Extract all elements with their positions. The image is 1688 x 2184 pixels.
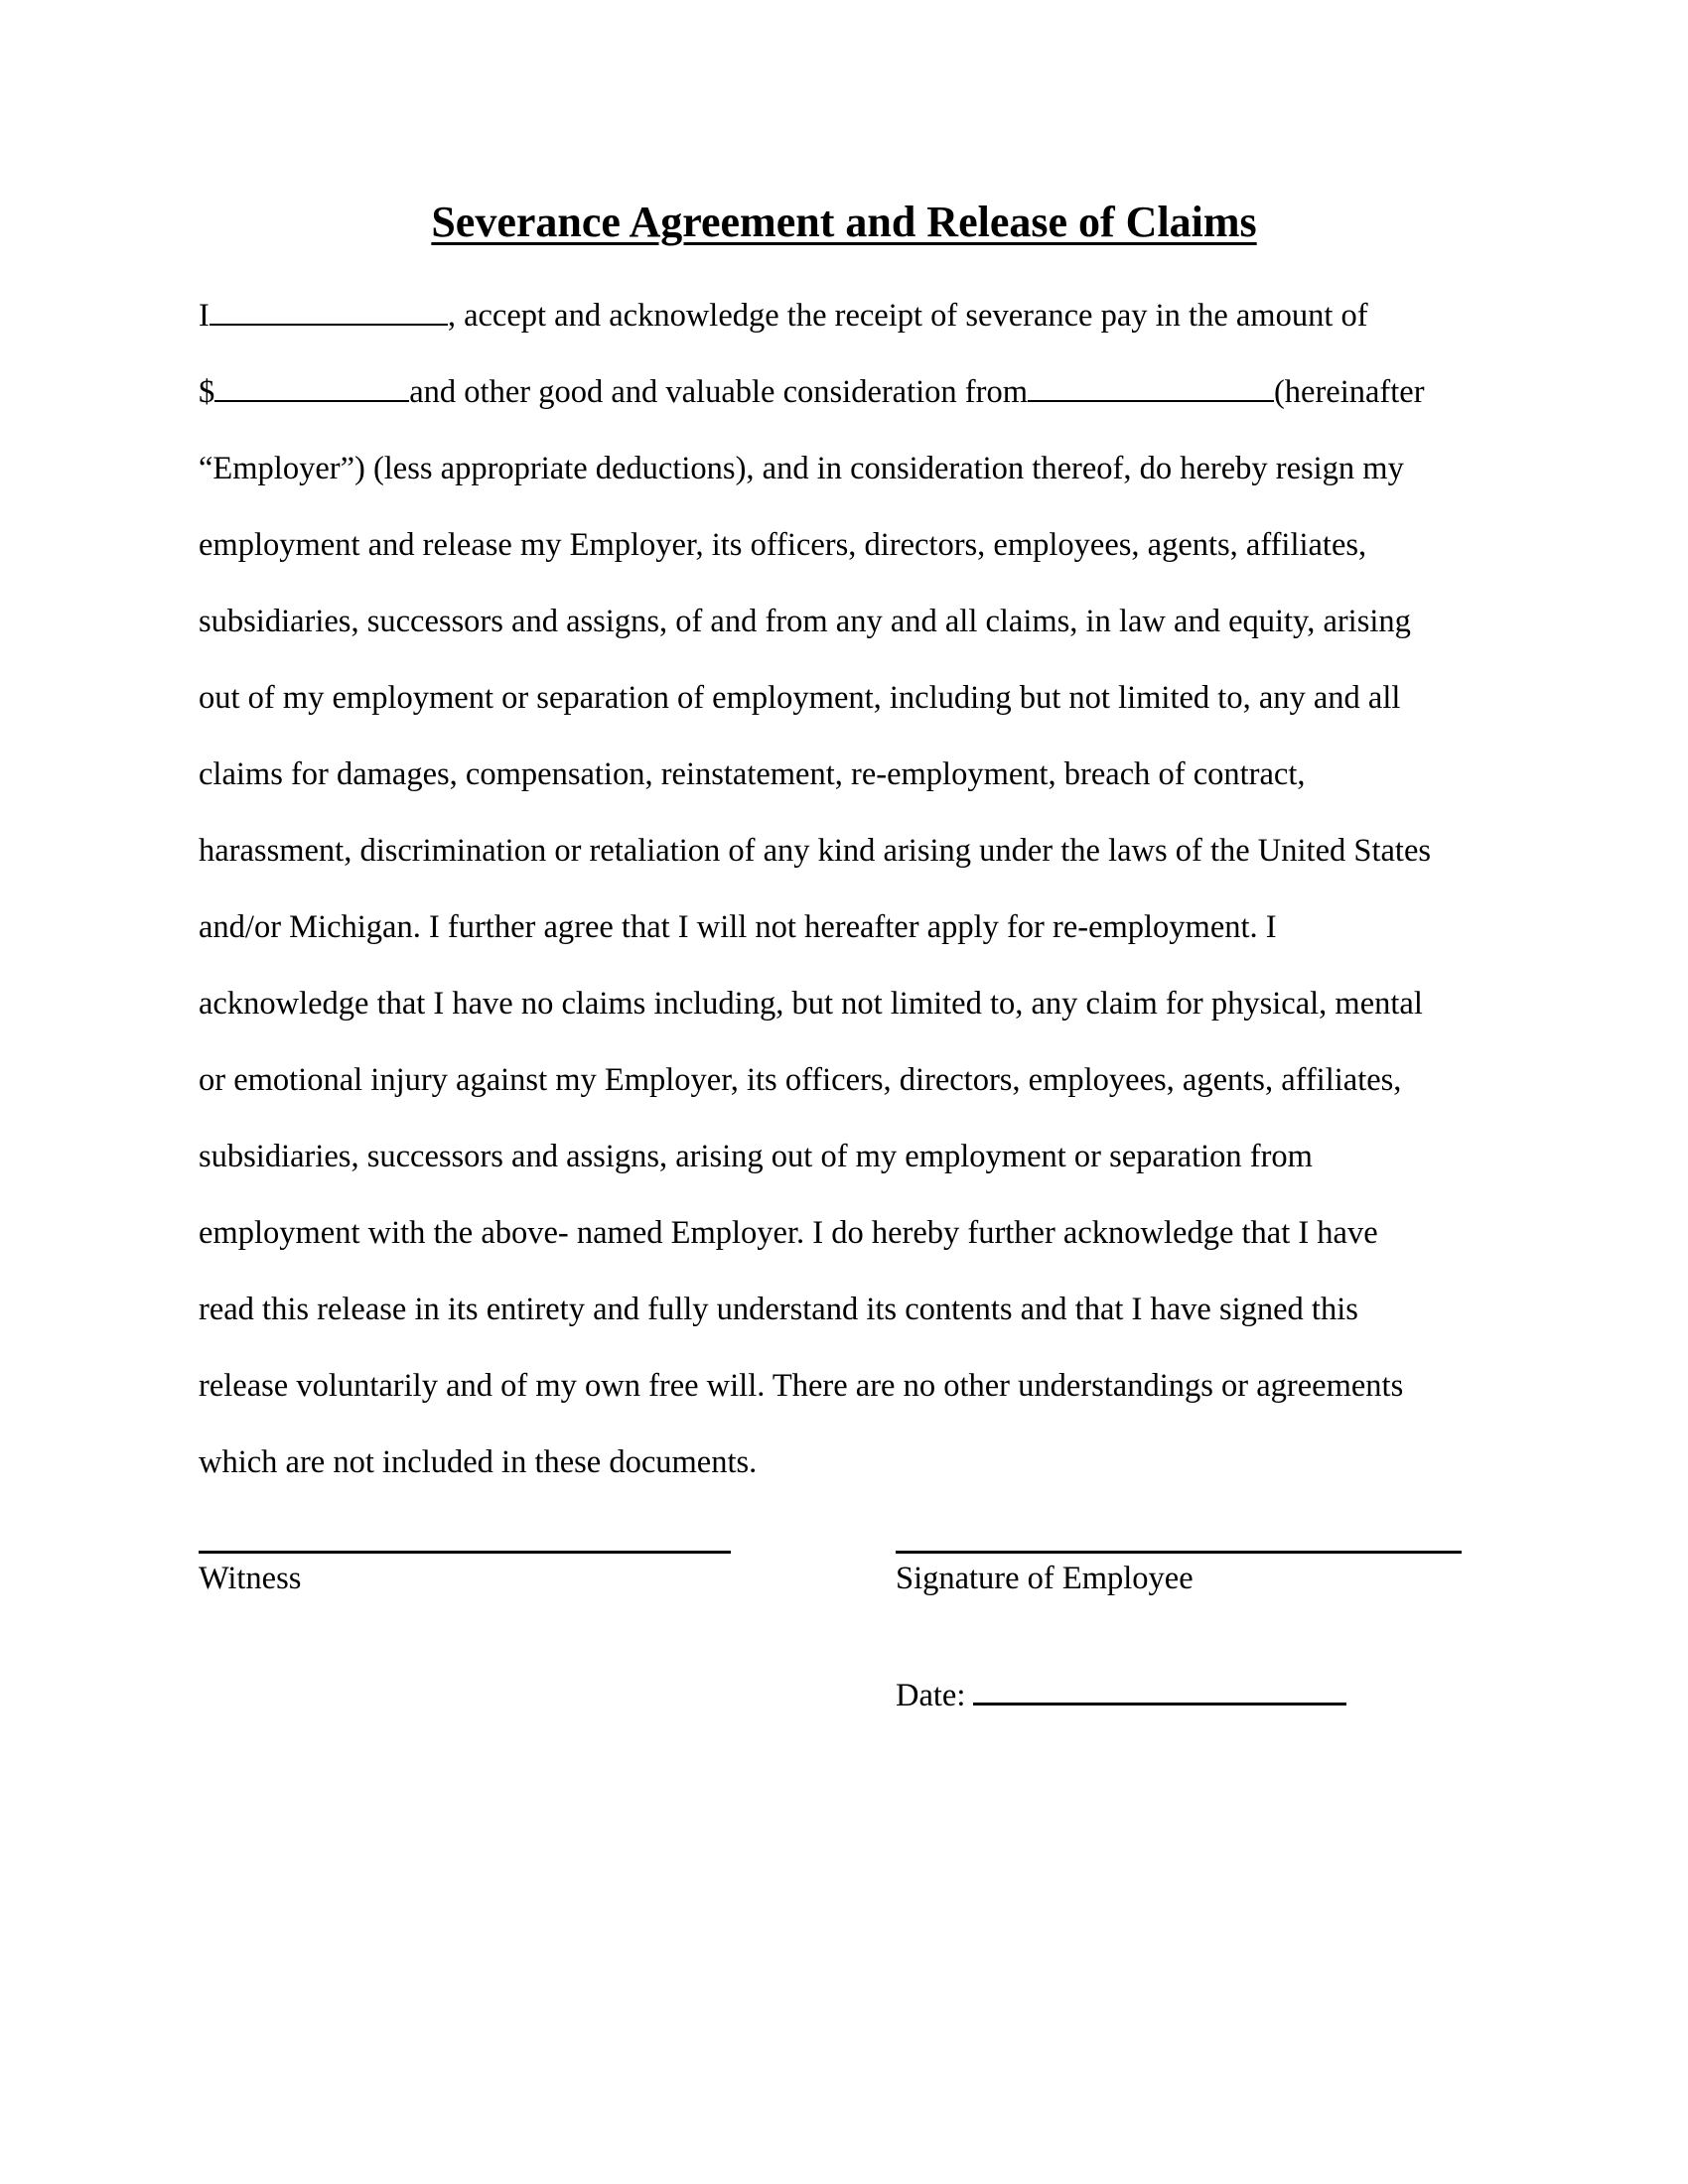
body-line: which are not included in these documents. [199, 1444, 758, 1480]
body-line: acknowledge that I have no claims including, but not limited to, any claim for physical, mental [199, 986, 1423, 1022]
body-line: harassment, discrimination or retaliation of any kind arising under the laws of the United States [199, 833, 1432, 869]
employee-signature-label: Signature of Employee [896, 1561, 1194, 1596]
body-line: release voluntarily and of my own free will. There are no other understandings or agreements [199, 1368, 1404, 1404]
body-line: subsidiaries, successors and assigns, of and from any and all claims, in law and equity, arising [199, 604, 1411, 639]
body-text: , accept and acknowledge the receipt of severance pay in the amount of [447, 298, 1368, 334]
body-line-2 [199, 372, 1425, 412]
body-line: “Employer”) (less appropriate deductions), and in consideration thereof, do hereby resign my [199, 451, 1404, 486]
body-text: and other good and valuable consideration from [409, 374, 1028, 410]
body-text: (hereinafter [1273, 374, 1425, 410]
date-row [896, 1673, 1346, 1715]
employer-name-blank[interactable] [1028, 372, 1274, 402]
body-line: claims for damages, compensation, reinstatement, re-employment, breach of contract, [199, 756, 1306, 792]
employee-signature-line[interactable] [896, 1551, 1462, 1554]
body-line: employment with the above- named Employer. I do hereby further acknowledge that I have [199, 1215, 1378, 1251]
date-label: Date: [896, 1678, 966, 1713]
document-title: Severance Agreement and Release of Claims [431, 198, 1257, 246]
body-line: read this release in its entirety and fully understand its contents and that I have signed this [199, 1292, 1358, 1327]
date-field-line[interactable] [973, 1673, 1346, 1706]
witness-label: Witness [199, 1561, 302, 1596]
witness-signature-line[interactable] [199, 1551, 731, 1554]
body-text: I [199, 298, 210, 334]
body-line-1 [199, 296, 1368, 336]
body-line: subsidiaries, successors and assigns, arising out of my employment or separation from [199, 1139, 1313, 1174]
body-text: $ [199, 374, 215, 410]
severance-amount-blank[interactable] [214, 372, 409, 402]
body-line: and/or Michigan. I further agree that I will not hereafter apply for re-employment. I [199, 909, 1277, 945]
body-line: employment and release my Employer, its officers, directors, employees, agents, affiliates, [199, 527, 1367, 563]
body-line: out of my employment or separation of employment, including but not limited to, any and all [199, 680, 1401, 716]
employee-name-blank[interactable] [210, 296, 448, 326]
body-line: or emotional injury against my Employer, its officers, directors, employees, agents, affiliates, [199, 1062, 1402, 1098]
